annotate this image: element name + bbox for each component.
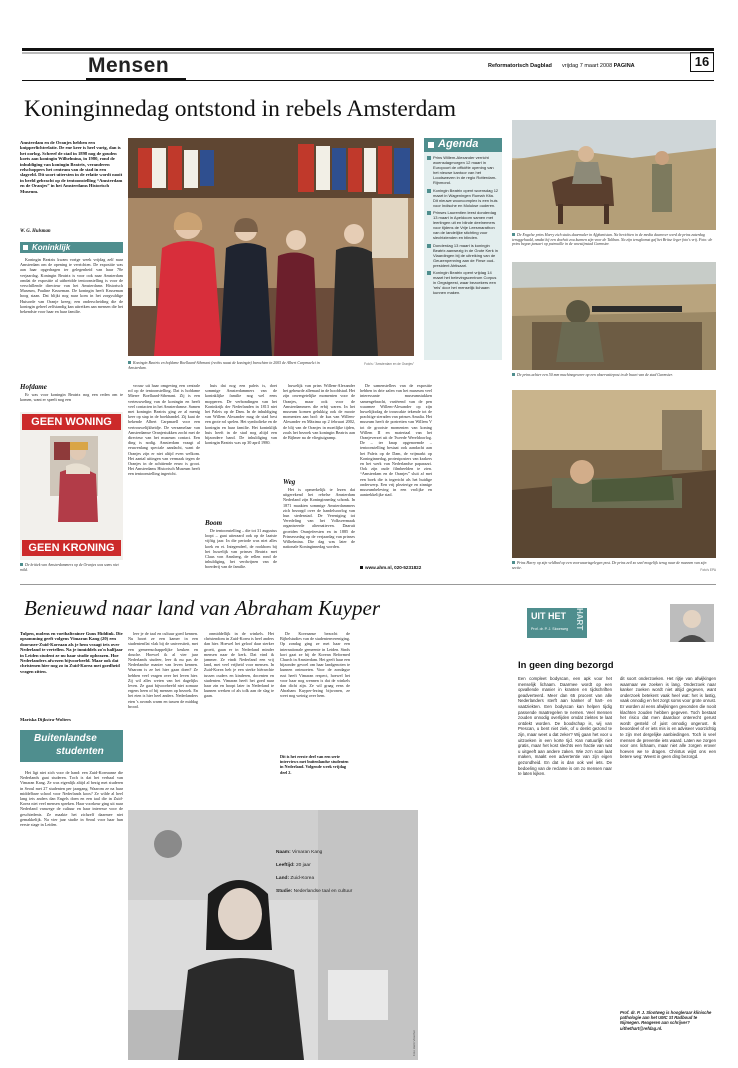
page-label: PAGINA <box>613 63 635 69</box>
agenda-item-text: Koningin Beatrix opent woensdag 12 maart in Wageningen Rumah Kita. Dit nieuwe wooncomplex is een huis voor Indische en Molukse ouderen. <box>433 187 499 208</box>
article1-col2-paragraph: vrouw uit haar omgeving een centrale rol op de tentoonstelling. Dat is hofdame Mierre Boellaard-Sibenant. Zij is een verteuwseling van de koningin en heeft veel contacten in het Amsterdamse. Samen met koningin Beatrix ging ze al menig keer op stap in de boekhandel. Zij kaat de bekende Albert Carpmaell voor een vertrouwelijkheidje. De verzamelaar van Amsterdamse Oranjestukken zocht met de directeur van het museum contact. Een ding is nodig. Amsterdam vraagt al eeuwenlang speciale aandacht, want de Oranjes zijn er niet altijd even welkom. Het aantal uitingen van vermaak tegen de Oranjes in de achttiende eeuw is groot. Het Amsterdams Historisch Museum heeft een tentoonstelling ingericht. <box>128 383 200 477</box>
koninklijk-banner <box>20 242 123 253</box>
harry-horse-scene <box>512 120 716 230</box>
student-photo <box>128 810 418 1060</box>
harry-bed-photo <box>512 390 716 558</box>
columnist-photo <box>670 604 714 642</box>
website-bullet-icon <box>360 566 363 569</box>
header-top-rule <box>22 48 714 51</box>
card-row-age <box>276 863 408 868</box>
agenda-item <box>427 210 499 241</box>
article1-col4-paragraph: huwelijk van prins Willem-Alexander het gebeurde allemaal in de hoofdstad. Het zijn onvergetelijke momenten voor de Oranjes, maar ook voor de Amsterdammers die erbij waren. In het museum komen gelukkig ook de mooie momenten aan bod: de kus van Willem-Alexander en Máxima op 2 februari 2002, de blij van de Oranjes in moeilijke tijden, zoals het bezoek van koningin Beatrix aan de Bijlmer na de vliegtuigramp. <box>283 383 355 441</box>
harry-horse-caption-text: De Engelse prins Harry zich stuits daarmaler in Afghanistan. Na berichten in de media daarover werd de prins zaterdag teruggehaald, omdat hij een doelwit zou kunnen zijn voor de Taliban. Na zijn terugkomst gaf het Britse leger foto's vrij. Foto: de prins begon januari op patrouille in de woestijnstad Garmsier. <box>512 233 713 247</box>
poster-caption <box>20 563 123 573</box>
agenda-header <box>424 138 502 152</box>
article1-website-line <box>360 565 440 570</box>
article1-col1-text <box>20 257 123 385</box>
banner-line1: Buitenlandse <box>34 733 97 744</box>
agenda-item-text: Prins Willem-Alexander verricht woensdagmorgen 12 maart in Europoort de officiële opening van het nieuwe kantoor van het Loodswezen in de regio Rotterdam-Rijnmond. <box>433 155 497 186</box>
issue-date-text: vrijdag 7 maart 2008 <box>562 63 613 69</box>
card-name-value: Vimaran Kang <box>292 850 323 855</box>
article2-col3-paragraph: onmiddellijk in de winkels. Het christendom in Zuid-Korea is heel anders dan hier. Hoewel het geloof daar sterker groeit, gaan er in Nederland minder mensen naar de kerk. Dat vind ik jammer. Ze vindt Nederland een vrij land, met veel vrijheid voor mensen. In Zuid-Korea heb je een sterke hiërarchie tussen ouders en kinderen, docenten en studenten. Vimaran heeft het goed naar haar zin en hoopt later in Nederland te kunnen werken of als tolk aan de slag te gaan. <box>204 631 274 699</box>
article1-col3-text2 <box>205 528 277 575</box>
queen-photo-caption-text: Koningin Beatrix en hofdame Boellaard-Sibenant (rechts naast de koningin) bezochten in 2005 de Albert Carpmaelci in Amsterdam. <box>128 361 320 370</box>
agenda-bullet-icon <box>428 142 434 148</box>
article1-title: Koninginnedag ontstond in rebels Amsterdam <box>24 96 457 122</box>
article1-col4-text2 <box>283 487 355 575</box>
student-photo-credit: Foto Henk Visscher <box>412 1029 416 1056</box>
kicker-top: UIT HET <box>531 611 566 621</box>
article1-col3-paragraph: huis dat nog een paleis is, doet sommige Amsterdammers van de koninklijke familie nog wel eens mopperen. De verbondingen van het Koninkrijk der Nederlanden in 1813 niet het Paleis op de Dam. In de inhuldiging van Willem Alexander mag de stad best een grote rol spelen. Het symbolieke en de koningin en haar familie. Het koninklijk huis heeft in de stad nog altijd een bijzondere band. De inhuldiging van koningin Beatrix was op 30 april 1980. <box>205 383 277 446</box>
harry-bed-caption-text: Prins Harry op zijn veldbed op een voorwaartsgelegen post. De prins zeil zo snel mogelijk terug naar de mannen van zijn sectie. <box>512 561 707 570</box>
card-age-value: 20 jaar <box>296 863 311 868</box>
poster-photo <box>20 412 123 560</box>
poster-caption-text: De kritiek van Amsterdammers op de Oranjes was soms niet mild. <box>20 563 119 572</box>
harry-horse-caption <box>512 233 716 255</box>
article2-lead: Tulpen, molens en voetbaltrainer Guus Hiddink. Die opsomming geeft volgens Vimaran Kang (20) een doorsnee-Zuid-Koreaan als je hem vraagt iets over Nederland te vertellen. Na je inmiddels zo'n halfjaar in Leiden student ze nu haar studie ophrazen. Hoe Nederlanders afwezen bijvoorbeeld. Maar ook dat christenen hier nog zo in Zuid-Korea met goedheid vragen zitten. <box>20 631 123 674</box>
issue-date <box>562 63 635 69</box>
article1-col1-text2 <box>20 392 123 404</box>
article2-author: Mariska Dijkstra-Wolters <box>20 717 71 722</box>
article1-lead: Amsterdam en de Oranjes hebben een knipperlichtrelatie. De ene keer is heel vurig, dan is het oorlog. Schreef de stad in 1898 nog de gouden koets aan koningin Wilhelmina, in 1980, rond de inhuldiging van koningin Beatrix, veranderen relschoppers het centrum van de stad in een slagveld. Dit soort uitersten in de relatie wordt nooit in beeld gebracht op de tentoonstelling “Amsterdam en de Oranjes” in het Amsterdams Historisch Museum. <box>20 140 123 194</box>
column-col2-text <box>620 676 716 1006</box>
harry-machinegun-photo <box>512 262 716 370</box>
agenda-list <box>424 152 502 300</box>
harry-photo-credit: Foto's EPA <box>700 568 716 572</box>
card-study-label: Studie: <box>276 889 293 894</box>
agenda-item-text: Donderdag 13 maart is koningin Beatrix aanwezig in de Grote Kerk in Vlaardingen bij de uitreiking van de Geuzenpenning aan de Finse oud-president Ahtisaari. <box>433 242 498 268</box>
caption-bullet-icon <box>512 233 515 236</box>
card-study-value: Nederlandse taal en cultuur <box>293 889 353 894</box>
column-col2-paragraph: dit soort onderzoeken. Het rijtje van afwijkingen waarnaar we zoeken is lang. Onderzoek naar kanker zoeken wordt niet altijd gegeven, want onderzoek betekent vaak heel wat: het is lastig, vaak onnodig en het zorgt soms voor grote onrust. Er worden al eens afwijkingen gevonden die nooit klachten zouden hebben gegeven. Toch bestaat het risico dat men daardoor onterecht gerust wordt gesteld of juist onnodig ongerust. Ik beoordeel of er iets mis is en adviseer voorzichtig te zijn met dergelijke aanbiedingen. Toch is veel mensen de preventie iets waard. Laten we zorgen voor ons lichaam, maar niet alle zorgen erover hoeven we te dragen. Christus wijst ons een betere weg: Weest in geen ding bezorgd. <box>620 676 716 760</box>
subhead-hofdame: Hofdame <box>20 383 47 391</box>
agenda-item-text: Prinses Laurentien leest donderdag 13 maart in Apeldoorn samen met leerlingen uit en blinde deelnemers voor tijdens de Vrije Leesmarathon van de landelijke stichting voor slechtzienden en blinden. <box>433 209 497 241</box>
article1-col3-paragraph2: De tentoonstelling – die tot 31 augustus loopt – gaat uiteraard ook op de laatste vijftig jaar. In die periode was niet alles koek en ei. Integendeel, de rookbom bij het huwelijk van prinses Beatrix met Claus von Amsberg, de rellen rond de inhuldiging, het verdwijnen van de boerderij van de familie. <box>205 528 277 570</box>
card-row-study <box>276 889 408 894</box>
banner-line2: studenten <box>56 746 104 757</box>
article1-col4-text <box>283 383 355 475</box>
student-info-card <box>276 850 408 926</box>
caption-bullet-icon <box>512 561 515 564</box>
queen-photo-credit: Foto's: "Amsterdam en de Oranjes" <box>364 362 414 366</box>
card-row-name <box>276 850 408 855</box>
article2-col1-text <box>20 770 123 1062</box>
harry-machinegun-caption <box>512 373 716 385</box>
card-row-country <box>276 876 408 881</box>
agenda-item-bullet-icon <box>427 244 431 248</box>
website-text[interactable]: www.ahm.nl, 020-5231822 <box>365 565 422 570</box>
article1-col4-paragraph2: Het is opmerkelijk te lezen dat uitgerekend het rebelse Amsterdam Nederland zijn Koninginnedag schonk. In 1871 maakten sommige Amsterdammers zich bezorgd over de handelsoorlog van hun stedenstad. De Vereniging tot Veredeling van het Volksvermaak organiseerde alternatieven. Daaruit groeiden Oranjefeesten en in 1885 de Prinsessedag op de verjaardag van prinses Wilhelmina. Die dag was later de nationale Koninginnedag worden. <box>283 487 355 550</box>
article1-col5-paragraph: De samenstellers van de expositie hebben in drie zalen van het museum veel interessante museumstukken samengebracht, variërend van de pen waarmee Willem-Alexander op zijn huwelijksdag de trouwakte tekende tot de prachtige sieraden van prinses Amalia. Het museum heeft de portretten van Willem V tot de grootste momenten van koning Willem II en materiaal van het Oranjeverzet uit de Tweede Wereldoorlog. De – ter knap opgenoemde – tentoonstelling bestaat ook aandacht aan het Paleis op de Dam, de vrijmarkt op Koninginnedag, protestposters van krakers en het werk van Nederlandse paparazzi. Ook zijn oude filmbeelden te zien. “Amsterdam en de Oranjes” sluit af met een boek die is ingericht als het huidige onderwerp. Een vrij plezierige en zinnige museumbeleving in een vrolijke en aantrekkelijke stad. <box>360 383 432 498</box>
agenda-box <box>424 138 502 360</box>
article2-col3-text <box>204 631 274 807</box>
article1-col5-text <box>360 383 432 559</box>
harry-horse-photo <box>512 120 716 230</box>
agenda-title: Agenda <box>438 138 479 150</box>
agenda-item-bullet-icon <box>427 271 431 275</box>
caption-bullet-icon <box>20 563 23 566</box>
column-bio: Prof. dr. P. J. Slootweg is hoogleraar klinische pathologie aan het UMC St Radboud te Nijmegen. Reageren aan schrijver? uithethart@refdag.nl. <box>620 1010 712 1031</box>
column-col1-text <box>518 676 612 1062</box>
agenda-item <box>427 155 499 186</box>
kicker-author: Prof. dr. P. J. Sloonweg <box>531 627 569 631</box>
poster-geen-woning: GEEN WONING <box>22 414 121 430</box>
buitenlandse-studenten-banner <box>20 730 123 762</box>
koninklijk-bullet-icon <box>23 245 28 250</box>
agenda-item-bullet-icon <box>427 211 431 215</box>
page-number: 16 <box>694 54 710 69</box>
card-age-label: Leeftijd: <box>276 863 295 868</box>
publisher-name: Reformatorisch Dagblad <box>488 63 552 69</box>
card-name-label: Naam: <box>276 850 291 855</box>
uit-het-hart-kicker <box>527 608 587 638</box>
harry-machinegun-scene <box>512 262 716 370</box>
harry-bed-scene <box>512 390 716 558</box>
subhead-weg: Weg <box>283 478 296 486</box>
agenda-item-text: Koningin Beatrix opent vrijdag 14 maart het belevingscentrum Corpus in Oegstgeest, waar bezoekers een 'reis' door het menselijk lichaam kunnen maken. <box>433 269 497 296</box>
article2-col2-text <box>128 631 198 807</box>
card-country-label: Land: <box>276 876 290 881</box>
article2-title: Benieuwd naar land van Abraham Kuyper <box>24 596 380 620</box>
agenda-item-bullet-icon <box>427 189 431 193</box>
student-photo-scene <box>128 810 418 1060</box>
header-bottom-rule <box>22 80 714 81</box>
article2-series-note: Dit is het eerste deel van een serie interviews met buitenlandse studenten in Nederland. Volgende week vrijdag deel 2. <box>280 754 349 775</box>
section-title: Mensen <box>88 54 170 77</box>
agenda-item-bullet-icon <box>427 156 431 160</box>
columnist-portrait <box>670 604 714 642</box>
column-col1-paragraph: Een compleet bodyscan, een apk voor het menselijk lichaam. Daarmee wordt op een opvallende manier in kranten en tijdschriften geadverteerd. Meer dan 65 procent van alle Nederlanders sterft aan kanker of hart- en vaatziekten. Een bodyscan kan helpen tijdig passende maatregelen te nemen. Veel mensen zouden onnodig overlijden omdat ziektes te laat ontdekt worden. De boodschap is, wij van Prescan, u bent niet ziek, of u denkt gezond te zijn, maar weet u dat zeker? Wij gaan het voor u uitzoeken in een korte tijd. Kan natuurlijk niet gratis, maar het kost slechts een fractie van wat u uitgeeft aan andere zaken. Wie zo'n scan laat maken, maakt een advertentie van zijn eigen gezondheid. En dat is dan ook wel iets. De bedoeling van de reclame is om zo mensen naar te laten kijken. <box>518 676 612 777</box>
section-divider <box>20 584 716 585</box>
queen-photo-caption <box>128 361 328 377</box>
agenda-item <box>427 270 499 295</box>
article2-col1-paragraph: Het ligt niet zich voor de hand: een Zuid-Koreaanse die Nederlands gaat studeren. Toch is dat het verhaal van Vimaran Kang. Ze was eigenlijk altijd al bezig met studeren in Seoul met 27 studenten per jaargang. Waarom ze na haar middelbare school voor Nederlands koos? Ze wilde al heel lang iets anders dan Engels doen en een taal die in Zuid-Korea niet veel mensen spreken. Haar voorkeur ging uit naar Nederland vanwege de cultuur en haar interesse voor de geschiedenis. Ze maakte het zichzelf daarmee niet gemakkelijk. Na vier jaar studie in Seoul voor haar hun eerste stage in Leiden. <box>20 770 123 828</box>
queen-photo-scene <box>128 138 414 356</box>
article1-col2-text <box>128 383 200 575</box>
article1-col3-text <box>205 383 277 519</box>
agenda-item <box>427 243 499 268</box>
article2-col4-paragraph: De Koreaanse bezocht de Bijbelstudies van de studentenvereniging. Op zondag ging ze met haar een internationale gemeente in Leiden. Sinds kort gaat ze bij de Korean Reformed Church in Amsterdam. Het geeft haar een bijzonder gevoel om haar landgenoten te kunnen ontmoeten. Voor de zondagse rust heeft Vimaran respect, hoewel het voor haar nog wennen is dat de winkels dan dicht zijn. Ze wil graag eens de Abraham Kuyper-lezing bijwonen, ze weet nog weinig over hem. <box>280 631 350 699</box>
caption-bullet-icon <box>128 361 131 364</box>
kicker-side: HART <box>575 608 584 631</box>
article1-col1-paragraph: Koningin Beatrix kwam vorige week vrijdag zelf naar Amsterdam om de opening te verrichten. De expositie was aan haar opgedragen ter gelegenheid van haar 70e verjaardag. Koningin Beatrix is voor ook naar Amsterdam omdat de expositie al uitbreidde tentoonstelling is voor de verschillende directeur van het Amsterdams Historisch Museum, Pauline Kruseman. De koningin heeft Kruseman hoog staan. Dat blijkt nog naar kom in het zorgvuldige Huisorde van Oranje kreeg; een onderscheiding die de koningin geheel zelfstandig kan uitreiken aan mensen die het bekendste voor haar en haar familie. <box>20 257 123 315</box>
subhead-boom: Boom <box>205 519 223 527</box>
card-country-value: Zuid-Korea <box>290 876 315 881</box>
queen-photo <box>128 138 414 356</box>
article2-col2-paragraph: leer je de taal en cultuur goed kennen. Nu hoort ze een kamer in een studentenflat vlak bij de universiteit, met een gemeenschappelijke keuken en douche. Hoewel ik al vier jaar Nederlands studeer, leer ik nu pas de Nederlandse manier van leven kennen. Waarom is ze het hier gaan doen? Ze hebben veel vragen over het leven hier. Zij wil alles weten van het dagelijks leven. Ze gaat bijvoorbeeld niet zomaar ergens heen of bij mensen op bezoek. En het eten is hier heel anders. Nederlanders eten 's avonds warm en tussen de middag brood. <box>128 631 198 709</box>
agenda-item <box>427 188 499 208</box>
column-title: In geen ding bezorgd <box>518 660 614 671</box>
article1-col1-paragraph2: Er was voor koningin Beatrix nog een reden om te komen, want er speelt nog een <box>20 392 123 403</box>
harry-machinegun-caption-text: De prins achter een 50 mm machinegeweer op een observatiepost in de buurt van de stad Garmsier. <box>517 373 673 377</box>
article2-col4-text <box>280 631 350 751</box>
poster-geen-kroning: GEEN KRONING <box>22 540 121 556</box>
koninklijk-label: Koninklijk <box>32 243 71 252</box>
article1-author: W. G. Hulsman <box>20 229 51 234</box>
poster-figure-illustration <box>20 412 123 560</box>
caption-bullet-icon <box>512 373 515 376</box>
